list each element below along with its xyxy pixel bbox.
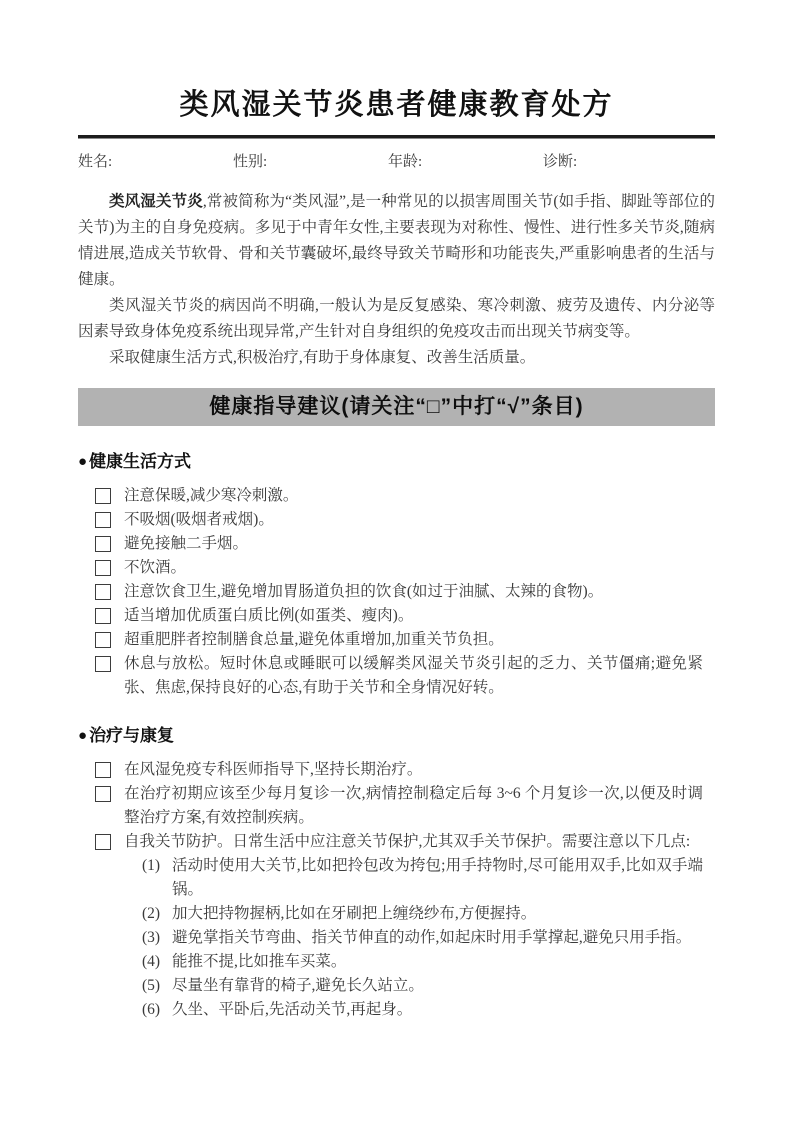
patient-info-row [78, 152, 715, 172]
lifestyle-check-list [78, 484, 715, 700]
sub-item [142, 902, 703, 926]
checkbox-icon[interactable] [95, 656, 111, 672]
checkbox-icon[interactable] [95, 762, 111, 778]
checkbox-icon[interactable] [95, 488, 111, 504]
check-item [95, 782, 703, 830]
checkbox-icon[interactable] [95, 560, 111, 576]
name-field [78, 152, 233, 172]
sub-item-number: (4) [142, 953, 161, 970]
check-item [95, 580, 703, 604]
check-item-label: 适当增加优质蛋白质比例(如蛋类、瘦肉)。 [124, 607, 414, 624]
sub-item-label: 能推不提,比如推车买菜。 [172, 953, 347, 970]
section-heading-lifestyle [78, 450, 715, 474]
sub-item-label: 避免掌指关节弯曲、指关节伸直的动作,如起床时用手掌撑起,避免只用手指。 [172, 929, 692, 946]
section-bullet-icon: ● [78, 453, 88, 470]
treatment-check-list [78, 758, 715, 1022]
page-title: 类风湿关节炎患者健康教育处方 [179, 89, 614, 121]
checkbox-icon[interactable] [95, 608, 111, 624]
check-item-label: 不吸烟(吸烟者戒烟)。 [124, 511, 274, 528]
sub-item-number: (3) [142, 929, 161, 946]
check-item [95, 508, 703, 532]
gender-field-label: 性别: [233, 154, 268, 170]
sub-item [142, 926, 703, 950]
joint-protection-sub-list [142, 854, 703, 1022]
check-item [95, 758, 703, 782]
diagnosis-field-label: 诊断: [543, 154, 578, 170]
guidance-banner: 健康指导建议(请关注“□”中打“√”条目) [78, 388, 715, 426]
checkbox-icon[interactable] [95, 786, 111, 802]
checkbox-icon[interactable] [95, 834, 111, 850]
check-item-label: 在治疗初期应该至少每月复诊一次,病情控制稳定后每 3~6 个月复诊一次,以便及时调整治疗方案,有效控制疾病。 [124, 785, 703, 826]
check-item-label: 避免接触二手烟。 [124, 535, 249, 552]
sub-item-label: 活动时使用大关节,比如把拎包改为挎包;用手持物时,尽可能用双手,比如双手端锅。 [172, 857, 703, 898]
sub-item-label: 尽量坐有靠背的椅子,避免长久站立。 [172, 977, 424, 994]
sub-item [142, 950, 703, 974]
intro-paragraph-3: 采取健康生活方式,积极治疗,有助于身体康复、改善生活质量。 [109, 349, 536, 366]
check-item-label: 不饮酒。 [124, 559, 187, 576]
check-item-label: 注意保暖,减少寒冷刺激。 [124, 487, 299, 504]
intro-paragraph-1 [78, 189, 715, 293]
check-item-label: 在风湿免疫专科医师指导下,坚持长期治疗。 [124, 761, 423, 778]
sub-item-number: (1) [142, 857, 161, 874]
sub-item-number: (6) [142, 1001, 161, 1018]
diagnosis-field [543, 152, 715, 172]
check-item [95, 628, 703, 652]
title-divider [78, 135, 715, 139]
check-item [95, 830, 703, 854]
check-item [95, 604, 703, 628]
sub-item-number: (5) [142, 977, 161, 994]
check-item [95, 532, 703, 556]
intro-section [78, 189, 715, 371]
gender-field [233, 152, 388, 172]
name-field-blank[interactable] [112, 152, 233, 172]
section-bullet-icon: ● [78, 727, 88, 744]
section-heading-lifestyle-label: 健康生活方式 [89, 452, 192, 471]
section-heading-treatment-label: 治疗与康复 [89, 726, 175, 745]
sub-item-label: 久坐、平卧后,先活动关节,再起身。 [172, 1001, 413, 1018]
diagnosis-field-blank[interactable] [577, 152, 715, 172]
sub-item [142, 974, 703, 998]
checkbox-icon[interactable] [95, 512, 111, 528]
check-item-label: 自我关节防护。日常生活中应注意关节保护,尤其双手关节保护。需要注意以下几点: [124, 833, 691, 850]
checkbox-icon[interactable] [95, 584, 111, 600]
sub-item [142, 854, 703, 902]
intro-paragraph-1-text: ,常被简称为“类风湿”,是一种常见的以损害周围关节(如手指、脚趾等部位的关节)为主的自身免疫病。多见于中青年女性,主要表现为对称性、慢性、进行性多关节炎,随病情进展,造成关节软骨、骨和关节囊破坏,最终导致关节畸形和功能丧失,严重影响患者的生活与健康。 [78, 193, 715, 288]
gender-field-blank[interactable] [267, 152, 388, 172]
name-field-label: 姓名: [78, 154, 113, 170]
sub-item [142, 998, 703, 1022]
check-item-label: 超重肥胖者控制膳食总量,避免体重增加,加重关节负担。 [124, 631, 504, 648]
checkbox-icon[interactable] [95, 536, 111, 552]
check-item [95, 484, 703, 508]
intro-paragraph-2: 类风湿关节炎的病因尚不明确,一般认为是反复感染、寒冷刺激、疲劳及遗传、内分泌等因素导致身体免疫系统出现异常,产生针对自身组织的免疫攻击而出现关节病变等。 [78, 297, 715, 340]
section-heading-treatment [78, 724, 715, 748]
check-item-label: 注意饮食卫生,避免增加胃肠道负担的饮食(如过于油腻、太辣的食物)。 [124, 583, 604, 600]
check-item-label: 休息与放松。短时休息或睡眠可以缓解类风湿关节炎引起的乏力、关节僵痛;避免紧张、焦虑,保持良好的心态,有助于关节和全身情况好转。 [124, 655, 703, 696]
age-field-blank[interactable] [422, 152, 543, 172]
check-item [95, 556, 703, 580]
checkbox-icon[interactable] [95, 632, 111, 648]
intro-lead-term: 类风湿关节炎 [109, 193, 203, 210]
age-field-label: 年龄: [388, 154, 423, 170]
age-field [388, 152, 543, 172]
check-item [95, 652, 703, 700]
sub-item-label: 加大把持物握柄,比如在牙刷把上缠绕纱布,方便握持。 [172, 905, 537, 922]
sub-item-number: (2) [142, 905, 161, 922]
